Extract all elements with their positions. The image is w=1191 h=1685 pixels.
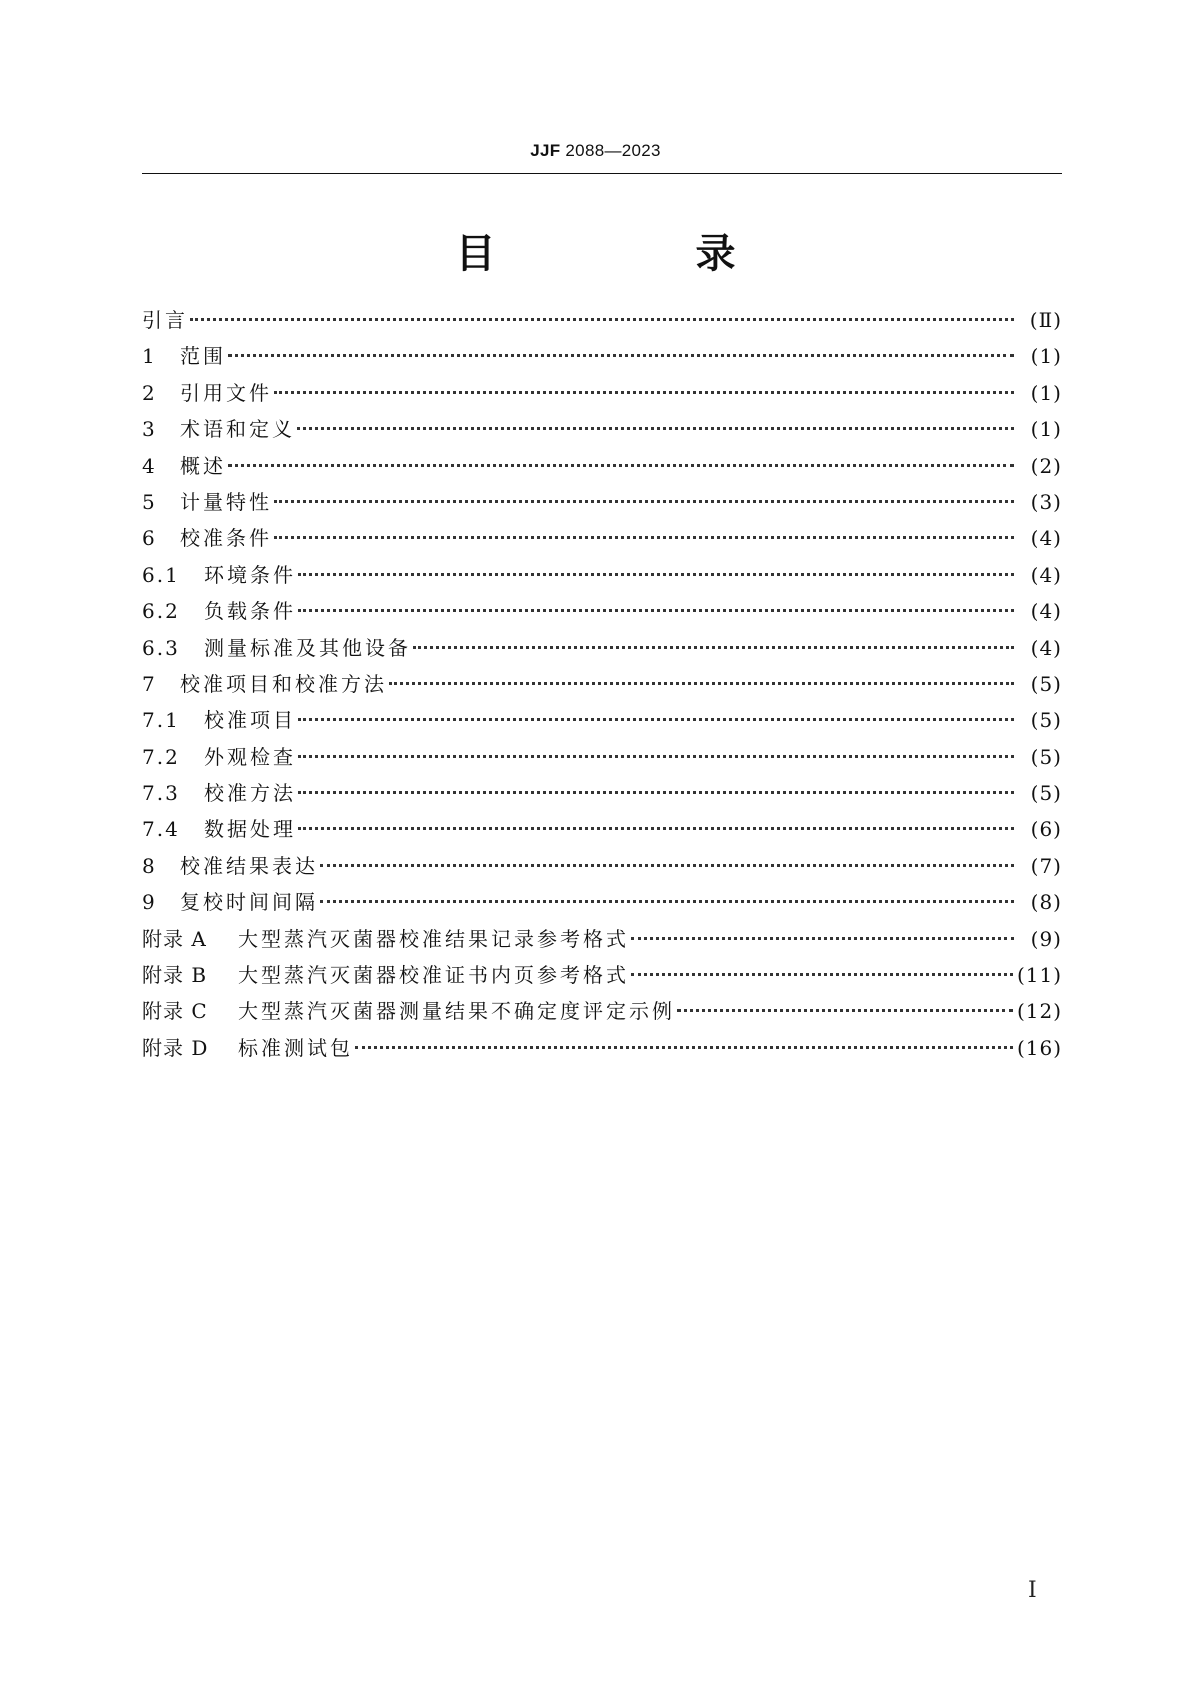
toc-entry-page: (5) xyxy=(1030,708,1062,733)
dot-leader xyxy=(298,698,1014,721)
toc-entry-number: 7.4 xyxy=(142,817,180,842)
toc-entry-number: 6 xyxy=(142,526,157,551)
toc-entry-3[interactable] xyxy=(142,411,1062,447)
toc-entry-number: 1 xyxy=(142,344,157,369)
toc-entry-6-2[interactable] xyxy=(142,593,1062,629)
dot-leader xyxy=(190,298,1014,321)
toc-entry-6-3[interactable] xyxy=(142,630,1062,666)
toc-entry-number: 7.1 xyxy=(142,708,180,733)
dot-leader xyxy=(631,953,1013,976)
toc-entry-page: (1) xyxy=(1030,417,1062,442)
toc-entry-number: 附录 B xyxy=(142,963,208,988)
dot-leader xyxy=(631,917,1014,940)
toc-entry-text: 校准条件 xyxy=(180,526,272,551)
dot-leader xyxy=(274,516,1014,539)
toc-entry-number: 7.3 xyxy=(142,781,180,806)
toc-entry-text: 引用文件 xyxy=(180,380,272,405)
toc-entry-text: 概述 xyxy=(180,453,226,478)
toc-entry-number: 附录 A xyxy=(142,926,207,951)
toc-entry-page: (12) xyxy=(1016,999,1062,1024)
dot-leader xyxy=(320,880,1014,903)
toc-entry-6-1[interactable] xyxy=(142,557,1062,593)
toc-entry-page: (11) xyxy=(1016,963,1062,988)
dot-leader xyxy=(298,807,1014,830)
toc-entry-7[interactable] xyxy=(142,666,1062,702)
toc-entry-number: 7 xyxy=(142,671,157,696)
toc-entry-text: 术语和定义 xyxy=(180,417,295,442)
dot-leader xyxy=(389,662,1014,685)
toc-entry-number: 8 xyxy=(142,853,157,878)
toc-entry-appendix-b[interactable] xyxy=(142,957,1062,993)
toc-entry-text: 校准结果表达 xyxy=(180,853,318,878)
toc-entry-page: (5) xyxy=(1030,781,1062,806)
toc-entry-text: 外观检查 xyxy=(204,744,296,769)
dot-leader xyxy=(298,589,1014,612)
dot-leader xyxy=(320,844,1014,867)
standard-code-prefix: JJF xyxy=(530,141,561,160)
toc-entry-page: (1) xyxy=(1030,344,1062,369)
toc-entry-2[interactable] xyxy=(142,375,1062,411)
dot-leader xyxy=(228,444,1014,467)
toc-entry-page: (5) xyxy=(1030,744,1062,769)
toc-entry-page: (16) xyxy=(1016,1035,1062,1060)
toc-entry-page: (4) xyxy=(1030,562,1062,587)
toc-entry-page: (4) xyxy=(1030,526,1062,551)
toc-entry-page: (3) xyxy=(1030,489,1062,514)
page-title: 目 录 xyxy=(455,231,816,277)
toc-entry-appendix-c[interactable] xyxy=(142,993,1062,1029)
toc-entry-7-1[interactable] xyxy=(142,702,1062,738)
toc-entry-4[interactable] xyxy=(142,448,1062,484)
dot-leader xyxy=(413,626,1014,649)
toc-entry-text: 复校时间间隔 xyxy=(180,890,318,915)
toc-entry-page: (1) xyxy=(1030,380,1062,405)
dot-leader xyxy=(274,480,1014,503)
toc-entry-text: 范围 xyxy=(180,344,226,369)
toc-entry-8[interactable] xyxy=(142,848,1062,884)
toc-entry-text: 引言 xyxy=(142,308,188,332)
toc-entry-page: (9) xyxy=(1030,926,1062,951)
toc-entry-text: 校准项目和校准方法 xyxy=(180,671,387,696)
toc-entry-number: 7.2 xyxy=(142,744,180,769)
dot-leader xyxy=(274,371,1014,394)
dot-leader xyxy=(677,989,1013,1012)
dot-leader xyxy=(298,553,1014,576)
toc-entry-number: 附录 D xyxy=(142,1035,209,1060)
toc-entry-7-4[interactable] xyxy=(142,811,1062,847)
toc-entry-9[interactable] xyxy=(142,884,1062,920)
toc-entry-number: 6.1 xyxy=(142,562,180,587)
toc-entry-text: 负载条件 xyxy=(204,599,296,624)
standard-code: 2088—2023 xyxy=(560,141,661,160)
toc-entry-number: 6.3 xyxy=(142,635,180,660)
dot-leader xyxy=(298,771,1014,794)
toc-entry-page: (6) xyxy=(1030,817,1062,842)
toc-entry-text: 标准测试包 xyxy=(238,1035,353,1060)
toc-entry-text: 大型蒸汽灭菌器测量结果不确定度评定示例 xyxy=(238,999,675,1024)
toc-entry-page: (5) xyxy=(1030,671,1062,696)
toc-entry-number: 6.2 xyxy=(142,599,180,624)
dot-leader xyxy=(355,1026,1013,1049)
toc-entry-page: (2) xyxy=(1030,453,1062,478)
toc-entry-page: (8) xyxy=(1030,890,1062,915)
dot-leader xyxy=(228,334,1014,357)
toc-entry-1[interactable] xyxy=(142,338,1062,374)
toc-entry-number: 2 xyxy=(142,380,157,405)
dot-leader xyxy=(297,407,1014,430)
table-of-contents xyxy=(142,302,1062,1066)
header-rule xyxy=(142,173,1062,174)
toc-entry-page: (7) xyxy=(1030,853,1062,878)
toc-entry-number: 9 xyxy=(142,890,157,915)
toc-entry-text: 测量标准及其他设备 xyxy=(204,635,411,660)
toc-entry-number: 附录 C xyxy=(142,999,208,1024)
page-number: I xyxy=(1028,1578,1037,1603)
dot-leader xyxy=(298,735,1014,758)
toc-entry-page: (Ⅱ) xyxy=(1029,308,1062,332)
toc-entry-text: 数据处理 xyxy=(204,817,296,842)
toc-entry-text: 校准方法 xyxy=(204,781,296,806)
toc-entry-number: 5 xyxy=(142,489,157,514)
toc-entry-6[interactable] xyxy=(142,520,1062,556)
toc-entry-5[interactable] xyxy=(142,484,1062,520)
toc-entry-number: 4 xyxy=(142,453,157,478)
toc-entry-7-2[interactable] xyxy=(142,739,1062,775)
toc-entry-text: 大型蒸汽灭菌器校准证书内页参考格式 xyxy=(238,963,629,988)
toc-entry-text: 校准项目 xyxy=(204,708,296,733)
toc-entry-7-3[interactable] xyxy=(142,775,1062,811)
toc-entry-text: 环境条件 xyxy=(204,562,296,587)
toc-entry-page: (4) xyxy=(1030,635,1062,660)
toc-entry-text: 计量特性 xyxy=(180,489,272,514)
toc-entry-text: 大型蒸汽灭菌器校准结果记录参考格式 xyxy=(238,926,629,951)
toc-entry-page: (4) xyxy=(1030,599,1062,624)
document-header xyxy=(0,141,1191,161)
toc-entry-introduction[interactable] xyxy=(142,302,1062,338)
toc-entry-appendix-a[interactable] xyxy=(142,921,1062,957)
toc-entry-appendix-d[interactable] xyxy=(142,1030,1062,1066)
toc-entry-number: 3 xyxy=(142,417,157,442)
